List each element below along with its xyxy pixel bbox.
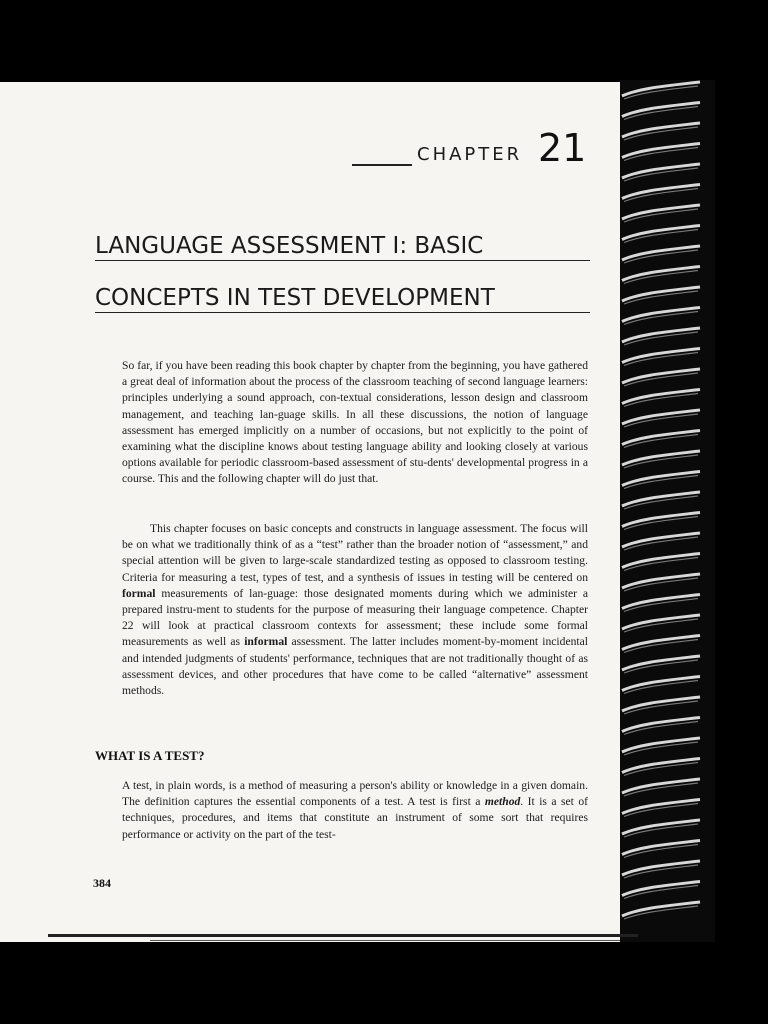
chapter-heading [352, 126, 592, 170]
paragraph-2-text-e: assessment. The latter includes moment-by-moment incidental and intended judgments of students' performance, techniques that are not traditionally thought of as assessment devices, and other procedures that have come to be called “alternative” assessment methods. [122, 635, 588, 698]
definition-paragraph [122, 778, 588, 843]
chapter-number: 21 [538, 126, 587, 170]
spiral-binding [620, 80, 715, 942]
paragraph-3-text-c: . It is a set of techniques, procedures, and items that constitute an instrument of some sort that requires performance or activity on the part of the test- [122, 795, 589, 841]
focus-paragraph [122, 521, 588, 699]
paragraph-2 [122, 521, 588, 699]
paragraph-2-text-c: measurements of lan-guage: those designated moments during which we administer a prepared instru-ment to students for the purpose of measuring their language competence. Chapter 22 will look at practical classroom contexts for assessment; these include some formal measurements as well as [122, 586, 588, 649]
paragraph-3 [122, 778, 588, 843]
chapter-title-line-2: CONCEPTS IN TEST DEVELOPMENT [95, 284, 590, 313]
chapter-label: CHAPTER [417, 144, 523, 165]
page-bottom-edge [48, 934, 638, 937]
term-informal: informal [244, 635, 288, 649]
chapter-title-line-1: LANGUAGE ASSESSMENT I: BASIC [95, 232, 590, 261]
chapter-rule-left [352, 164, 412, 166]
section-heading: WHAT IS A TEST? [95, 748, 205, 763]
paragraph-1: So far, if you have been reading this book chapter by chapter from the beginning, you have gathered a great deal of information about the process of the classroom teaching of second language learners: principles underlying a sound approach, con-textual considerations, lesson design and classroom management, and teaching lan-guage skills. In all these discussions, the notion of language assessment has emerged implicitly on a number of occasions, but not explicitly to the point of examining what the discipline knows about testing language ability and looking closely at various options available for periodic classroom-based assessment of stu-dents' developmental progress in a course. This and the following chapter will do just that. [122, 359, 588, 486]
paragraph-3-text-a: A test, in plain words, is a method of measuring a person's ability or knowledge in a given domain. The definition captures the essential components of a test. A test is first a [122, 779, 588, 809]
paragraph-2-text-a: This chapter focuses on basic concepts and constructs in language assessment. The focus will be on what we traditionally think of as a “test” rather than the broader notion of “assessment,” and special attention will be given to large-scale standardized testing as opposed to classroom testing. Criteria for measuring a test, types of test, and a synthesis of issues in testing will be centered on [122, 522, 588, 584]
page-bottom-edge-thin [150, 940, 620, 941]
intro-paragraph [122, 358, 588, 488]
term-formal: formal [122, 586, 156, 600]
term-method: method [484, 795, 521, 809]
page-number: 384 [93, 876, 111, 890]
